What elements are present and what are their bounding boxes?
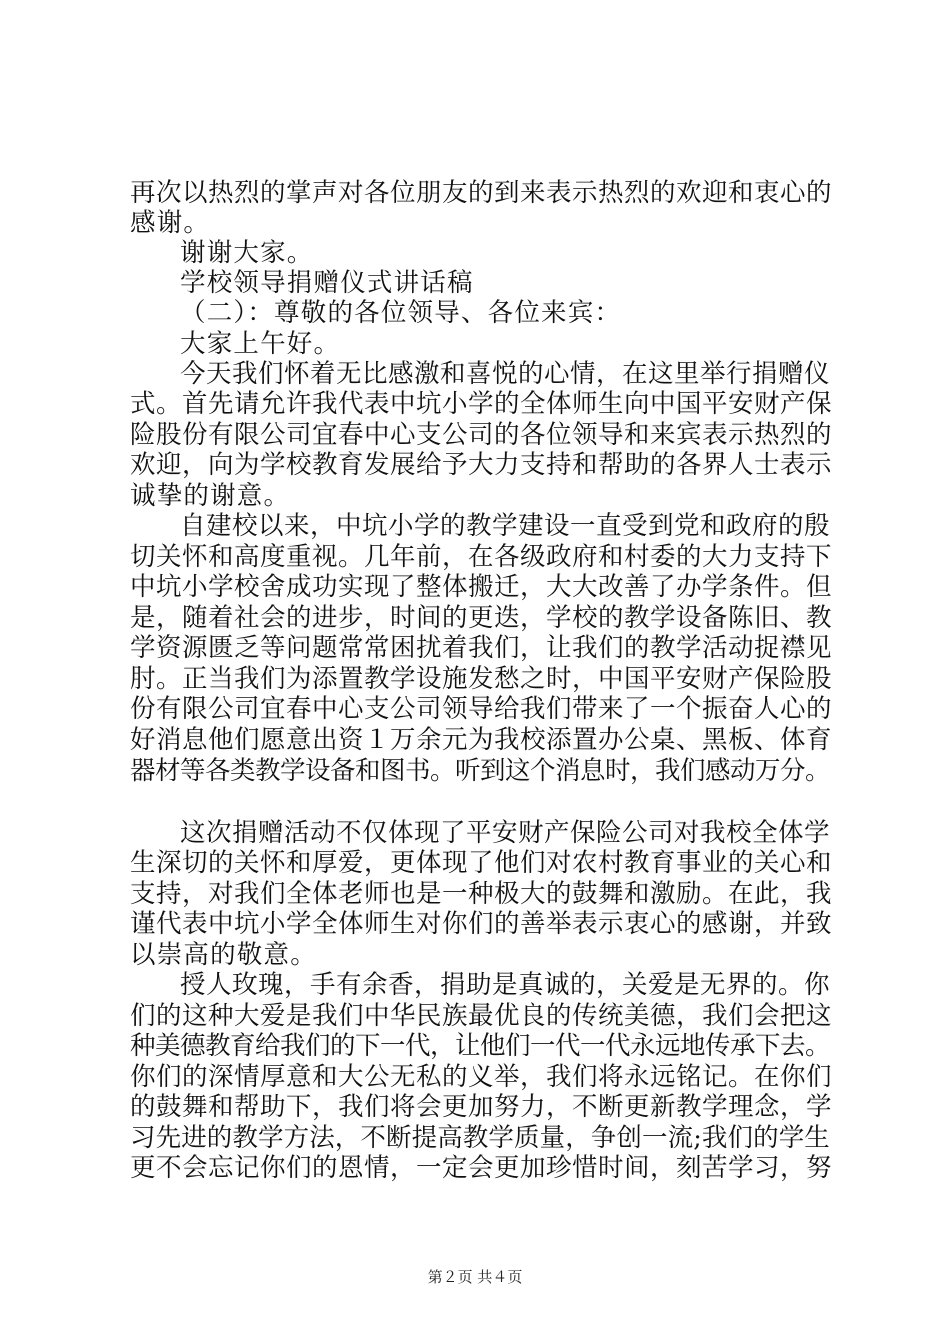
text-line: 你们的深情厚意和大公无私的义举，我们将永远铭记。在你们 [130,1062,833,1092]
text-line: 式。首先请允许我代表中坑小学的全体师生向中国平安财产保 [130,389,833,419]
text-line: 险股份有限公司宜春中心支公司的各位领导和来宾表示热烈的 [130,420,833,450]
text-line: 份有限公司宜春中心支公司领导给我们带来了一个振奋人心的 [130,694,833,724]
text-line: 以崇高的敬意。 [130,940,317,970]
text-line: 支持，对我们全体老师也是一种极大的鼓舞和激励。在此，我 [130,879,833,909]
page-number-footer: 第２页 共４页 [427,1268,523,1286]
text-line: 大家上午好。 [180,329,341,359]
text-line: 的鼓舞和帮助下，我们将会更加努力，不断更新教学理念，学 [130,1092,833,1122]
text-line: 这次捐赠活动不仅体现了平安财产保险公司对我校全体学 [180,818,831,848]
text-line: 好消息他们愿意出资１万余元为我校添置办公桌、黑板、体育 [130,725,833,755]
text-line: 器材等各类教学设备和图书。听到这个消息时，我们感动万分。 [130,756,831,786]
text-line: 欢迎，向为学校教育发展给予大力支持和帮助的各界人士表示 [130,450,833,480]
text-line: 授人玫瑰，手有余香，捐助是真诚的，关爱是无界的。你 [180,970,831,1000]
text-line: 肘。正当我们为添置教学设施发愁之时，中国平安财产保险股 [130,664,833,694]
text-line: 学校领导捐赠仪式讲话稿 [180,268,474,298]
text-line: 感谢。 [130,208,211,238]
text-line: 更不会忘记你们的恩情，一定会更加珍惜时间，刻苦学习，努 [130,1153,833,1183]
text-line: 谢谢大家。 [180,238,314,268]
text-line: 生深切的关怀和厚爱，更体现了他们对农村教育事业的关心和 [130,848,833,878]
text-line: 学资源匮乏等问题常常困扰着我们，让我们的教学活动捉襟见 [130,633,833,663]
text-line: 中坑小学校舍成功实现了整体搬迁，大大改善了办学条件。但 [130,572,833,602]
text-line: 切关怀和高度重视。几年前，在各级政府和村委的大力支持下 [130,542,833,572]
text-line: （二）：尊敬的各位领导、各位来宾： [180,298,622,328]
text-line: 们的这种大爱是我们中华民族最优良的传统美德，我们会把这 [130,1001,833,1031]
text-line: 谨代表中坑小学全体师生对你们的善举表示衷心的感谢，并致 [130,909,833,939]
text-line: 是，随着社会的进步，时间的更迭，学校的教学设备陈旧、教 [130,603,833,633]
text-line: 诚挚的谢意。 [130,481,291,511]
text-line: 再次以热烈的掌声对各位朋友的到来表示热烈的欢迎和衷心的 [130,178,833,208]
text-line: 种美德教育给我们的下一代，让他们一代一代永远地传承下去。 [130,1031,831,1061]
text-line: 习先进的教学方法，不断提高教学质量，争创一流;我们的学生 [130,1123,830,1153]
text-line: 今天我们怀着无比感激和喜悦的心情，在这里举行捐赠仪 [180,359,831,389]
text-line: 自建校以来，中坑小学的教学建设一直受到党和政府的殷 [180,511,831,541]
